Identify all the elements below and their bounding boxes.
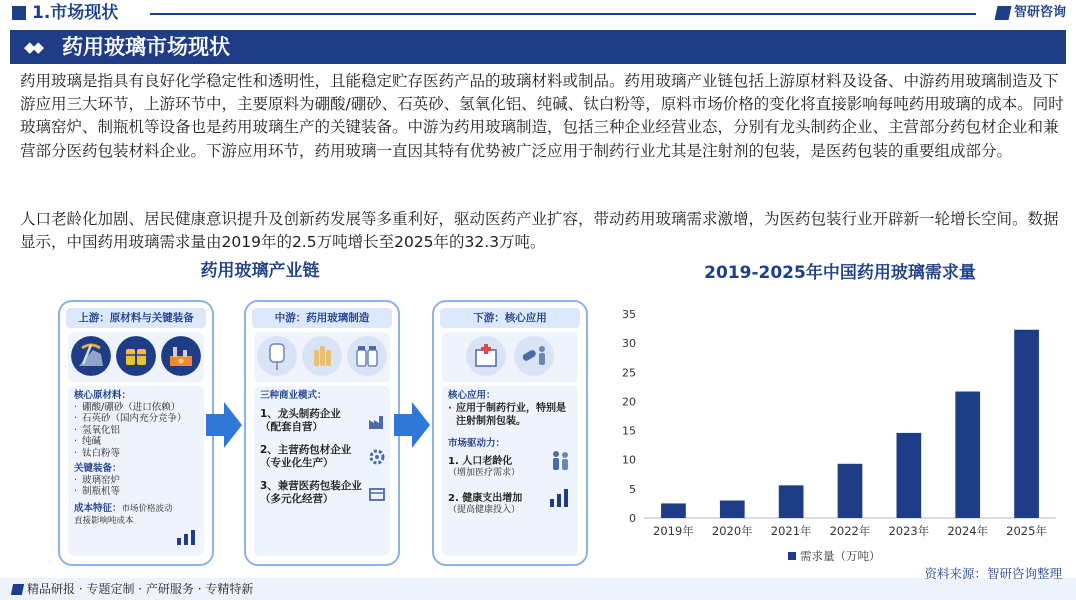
hospital-icon xyxy=(466,336,506,376)
y-tick-label: 0 xyxy=(629,512,636,525)
footer xyxy=(0,566,1076,600)
factory-furnace-icon xyxy=(161,336,201,376)
x-tick-label: 2021年 xyxy=(770,524,812,538)
model-name: 3、兼营医药包装企业 xyxy=(260,479,362,492)
upstream-body xyxy=(68,386,204,556)
mining-pickaxe-icon xyxy=(71,336,111,376)
driver-name: 2. 健康支出增加 xyxy=(448,492,523,504)
section-divider xyxy=(150,13,976,15)
bar xyxy=(896,433,921,518)
midstream-body xyxy=(254,386,390,556)
demand-paragraph: 人口老龄化加剧、居民健康意识提升及创新药发展等多重利好，驱动医药产业扩容，带动药用玻璃需求激增，为医药包装行业开辟新一轮增长空间。数据显示，中国药用玻璃需求量由2019年的2.5万吨增长至2025年的32.3万吨。 xyxy=(20,210,1059,252)
footer-logo-icon xyxy=(11,584,24,595)
y-tick-label: 5 xyxy=(629,482,636,496)
downstream-icons xyxy=(442,332,578,382)
pill-elderly-icon xyxy=(514,336,554,376)
x-tick-label: 2023年 xyxy=(888,524,930,538)
arrow-right-icon xyxy=(204,398,244,452)
chain-title: 药用玻璃产业链 xyxy=(200,261,320,281)
bar xyxy=(955,392,980,518)
elderly-people-icon xyxy=(548,448,572,472)
intro-paragraph: 药用玻璃是指具有良好化学稳定性和透明性，且能稳定贮存医药产品的玻璃材料或制品。药用玻璃产业链包括上游原材料及设备、中游药用玻璃制造及下游应用三大环节，上游环节中，主要原料为硼酸/硼砂、石英砂、氢氧化铝、纯碱、钛白粉等，原料市场价格的变化将直接影响每吨药用玻璃的成本。同时玻璃窑炉、制瓶机等设备也是药用玻璃生产的关键装备。中游为药用玻璃制造，包括三种企业经营业态，分别有龙头制药企业、主营部分药包材企业和兼营部分医药包装材料企业。下游应用环节，药用玻璃一直因其特有优势被广泛应用于制药行业尤其是注射剂的包装，是医药包装的重要组成部分。 xyxy=(20,72,1064,160)
list-item xyxy=(260,444,384,470)
drivers-label: 市场驱动力： xyxy=(448,437,506,449)
list-item: · 石英砂（国内充分竞争） xyxy=(74,413,198,425)
list-item xyxy=(260,408,384,434)
footer-tagline-text: 精品研报 · 专题定制 · 产研服务 · 专精特新 xyxy=(27,582,254,596)
bar xyxy=(661,503,686,518)
page-title: 药用玻璃市场现状 xyxy=(62,35,230,59)
downstream-header: 下游：核心应用 xyxy=(440,308,580,328)
demand-bar-chart xyxy=(610,296,1066,574)
upstream-icons xyxy=(68,332,204,382)
section-title: 1.市场现状 xyxy=(32,3,119,23)
x-tick-labels xyxy=(653,524,1047,538)
y-axis xyxy=(622,308,636,525)
bar xyxy=(838,464,863,518)
y-tick-label: 25 xyxy=(622,366,636,380)
vial-icon xyxy=(347,336,387,376)
driver-name: 1. 人口老龄化 xyxy=(448,456,513,467)
list-item xyxy=(260,480,384,506)
spending-chart-icon xyxy=(548,486,572,508)
upstream-card xyxy=(58,300,214,566)
y-tick-label: 10 xyxy=(622,453,636,467)
model-sub: （配套自营） xyxy=(260,420,323,433)
gear-icon xyxy=(368,448,386,466)
list-item: · 钛白粉等 xyxy=(74,448,198,460)
list-item: · 氢氧化铝 xyxy=(74,425,198,437)
diamond-icon: ◆◆ xyxy=(24,38,42,56)
bar xyxy=(720,501,745,518)
cost-text: 市场价格波动直接影响吨成本 xyxy=(74,503,173,526)
models-label: 三种商业模式： xyxy=(260,390,327,401)
x-tick-label: 2025年 xyxy=(1006,524,1047,538)
cost-feature xyxy=(74,503,174,528)
bar xyxy=(779,485,804,518)
model-sub: （多元化经营） xyxy=(260,492,334,505)
bar xyxy=(1014,330,1039,518)
cost-label: 成本特征： xyxy=(74,502,122,514)
bars xyxy=(661,330,1039,518)
y-tick-label: 30 xyxy=(622,337,636,351)
list-item: · 纯碱 xyxy=(74,436,198,448)
legend-label: 需求量（万吨） xyxy=(800,549,881,563)
model-name: 2、主营药包材企业 xyxy=(260,443,352,456)
x-tick-label: 2024年 xyxy=(947,524,989,538)
price-chart-icon xyxy=(176,528,198,546)
legend xyxy=(788,549,881,563)
y-tick-label: 20 xyxy=(622,395,636,409)
equipment-label: 关键装备： xyxy=(74,463,122,474)
list-item: · 硼酸/硼砂（进口依赖） xyxy=(74,402,198,414)
x-tick-label: 2019年 xyxy=(653,524,694,538)
downstream-body xyxy=(442,386,578,556)
midstream-card xyxy=(244,300,400,566)
chemical-barrel-icon xyxy=(116,336,156,376)
package-icon xyxy=(368,484,386,502)
list-item: · 玻璃窑炉 xyxy=(74,475,198,487)
y-tick-label: 35 xyxy=(622,308,636,321)
ampoule-icon xyxy=(302,336,342,376)
midstream-icons xyxy=(254,332,390,382)
factory-icon xyxy=(368,414,386,430)
legend-swatch xyxy=(788,552,796,560)
midstream-header: 中游：药用玻璃制造 xyxy=(252,308,392,328)
arrow-right-icon xyxy=(392,398,432,452)
driver-sub: （增加医疗需求） xyxy=(448,468,521,478)
upstream-header: 上游：原材料与关键装备 xyxy=(66,308,206,328)
x-tick-label: 2020年 xyxy=(711,524,753,538)
x-tick-label: 2022年 xyxy=(829,524,871,538)
y-tick-label: 15 xyxy=(622,424,636,438)
downstream-card xyxy=(432,300,588,566)
section-square-icon xyxy=(12,6,26,20)
list-item: · 制瓶机等 xyxy=(74,486,198,498)
chart-title: 2019-2025年中国药用玻璃需求量 xyxy=(704,263,976,283)
driver-sub: （提高健康投入） xyxy=(448,504,521,515)
data-source: 资料来源：智研咨询整理 xyxy=(924,566,1062,581)
top-bar xyxy=(0,0,1076,26)
iv-bag-icon xyxy=(257,336,297,376)
app-text: · 应用于制药行业，特别是注射制剂包装。 xyxy=(448,402,572,428)
brand-logo-text: 智研咨询 xyxy=(1013,5,1066,20)
page-header xyxy=(10,30,1066,64)
footer-tagline xyxy=(12,581,253,597)
model-sub: （专业化生产） xyxy=(260,456,334,469)
materials-label: 核心原材料： xyxy=(74,390,132,401)
brand-logo-icon xyxy=(994,6,1011,20)
brand-logo xyxy=(996,3,1066,23)
model-name: 1、龙头制药企业 xyxy=(260,407,341,420)
app-label: 核心应用： xyxy=(448,390,496,401)
